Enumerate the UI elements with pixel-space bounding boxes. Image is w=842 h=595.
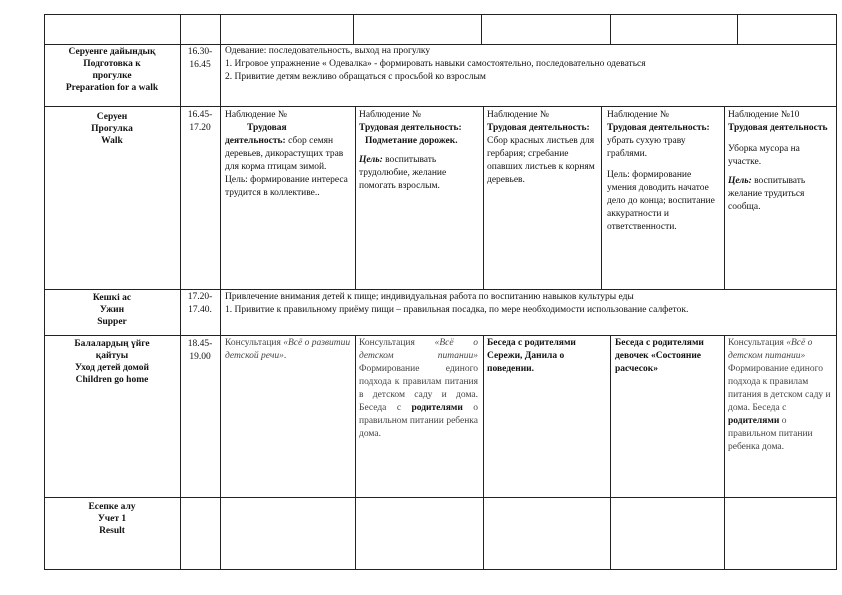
walk-col2: Наблюдение № Трудовая деятельность: Подметание дорожек. Цель: воспитывать трудолюбие, желание помогать взрослым.: [359, 110, 462, 191]
home-col5: Консультация «Всё о детском питании» Формирование единого подхода к правилам питания в детском саду и дома. Беседа с родителями о правильном питании ребенка дома.: [728, 338, 831, 452]
walk-prep-label: Серуенге дайындық Подготовка к прогулке Preparation for a walk: [65, 47, 159, 93]
home-col1: Консультация «Всё о развитии детской речи».: [225, 338, 351, 361]
home-col4: Беседа с родителями девочек «Состояние расчесок»: [615, 338, 704, 374]
walk-label: Серуен Прогулка Walk: [91, 112, 133, 146]
home-col2: Консультация «Всё о детском питании» Формирование единого подхода к правилам питания в детском саду и дома. Беседа с родителями о правильном питании ребенка дома.: [359, 338, 478, 439]
walk-prep-content: Одевание: последовательность, выход на прогулку 1. Игровое упражнение « Одевалка» - формировать навыки самостоятельно, последовательно одеваться 2. Привитие детям вежливо обращаться с просьбой ко взрослым: [225, 46, 646, 82]
walk-col3: Наблюдение № Трудовая деятельность: Сбор красных листьев для гербария; сгребание опавших листьев к корням деревьев.: [487, 110, 595, 185]
walk-col4: Наблюдение № Трудовая деятельность: убрать сухую траву граблями. Цель: формирование умения доводить начатое дело до конца; воспитание аккуратности и ответственности.: [607, 110, 715, 232]
supper-content: Привлечение внимания детей к пище; индивидуальная работа по воспитанию навыков культуры еды 1. Привитие к правильному приёму пищи – правильная посадка, по мере необходимости использование салфеток.: [225, 292, 689, 315]
home-label: Балалардың үйге қайтуы Уход детей домой Children go home: [74, 339, 150, 385]
walk-time: 16.45- 17.20: [187, 110, 213, 133]
walk-prep-time: 16.30- 16.45: [187, 47, 213, 70]
result-label: Есепке алу Учет 1 Result: [88, 502, 136, 536]
supper-time: 17.20- 17.40.: [187, 292, 213, 315]
walk-col1: Наблюдение № Трудовая деятельность: сбор семян деревьев, дикорастущих трав для корма птицам зимой. Цель: формирование интереса трудится в коллективе..: [225, 110, 348, 198]
supper-label: Кешкі ас Ужин Supper: [92, 293, 132, 327]
home-time: 18.45- 19.00: [187, 339, 213, 362]
walk-col5: Наблюдение №10 Трудовая деятельность Уборка мусора на участке. Цель: воспитывать желание трудиться сообща.: [728, 110, 828, 212]
home-col3: Беседа с родителями Сережи, Данила о поведении.: [487, 338, 576, 374]
